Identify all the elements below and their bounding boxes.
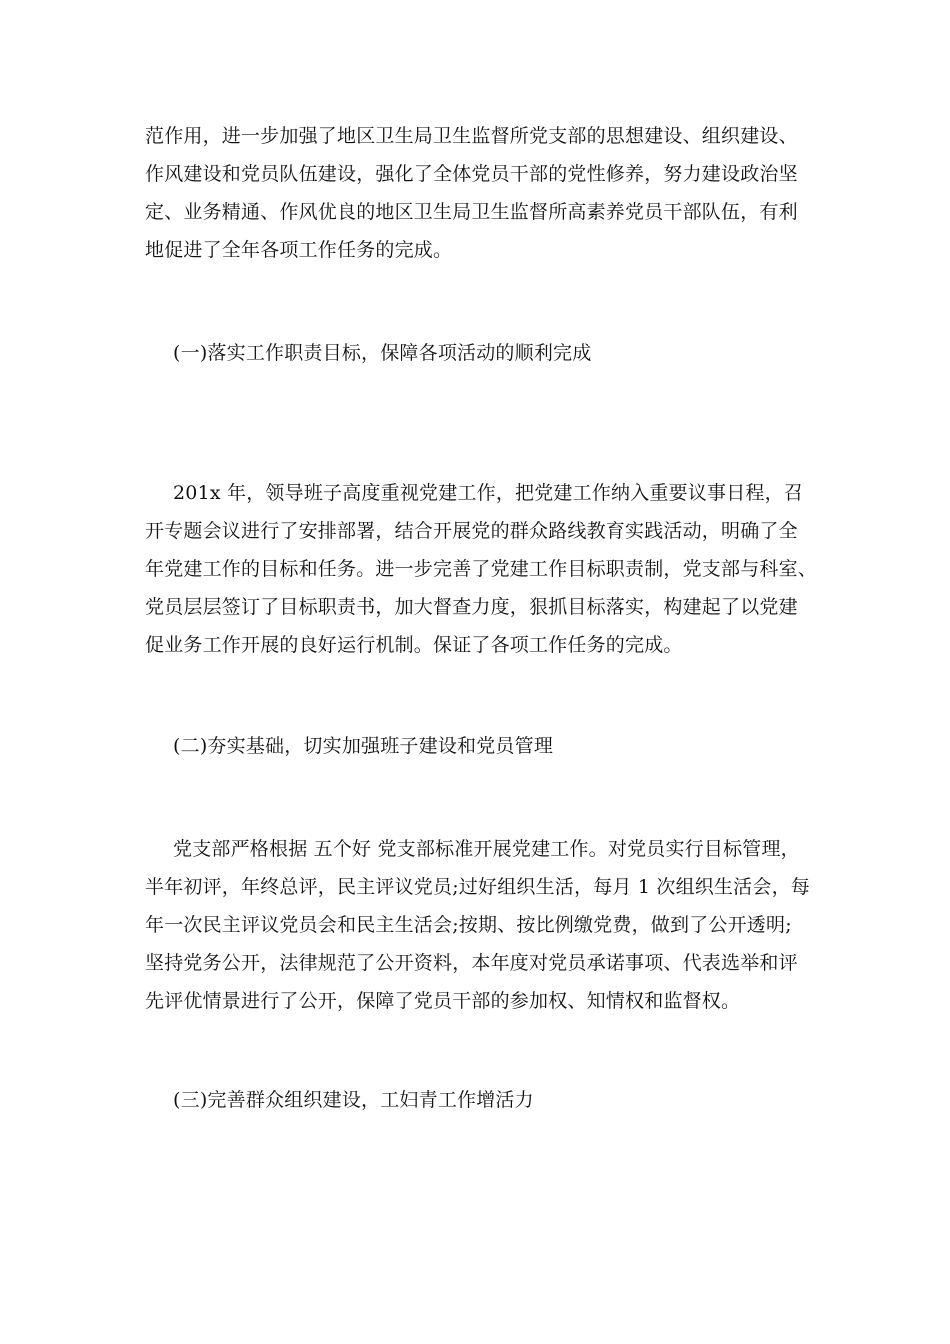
paragraph-line: 先评优情景进行了公开，保障了党员干部的参加权、知情权和监督权。 — [145, 990, 741, 1012]
section-heading-1: (一)落实工作职责目标，保障各项活动的顺利完成 — [173, 342, 592, 364]
paragraph-line: 半年初评，年终总评，民主评议党员;过好组织生活，每月 1 次组织生活会，每 — [145, 876, 810, 898]
paragraph-line: 开专题会议进行了安排部署，结合开展党的群众路线教育实践活动，明确了全 — [145, 520, 798, 542]
paragraph-line: 地促进了全年各项工作任务的完成。 — [145, 239, 453, 261]
paragraph-line: 范作用，进一步加强了地区卫生局卫生监督所党支部的思想建设、组织建设、 — [145, 125, 798, 147]
paragraph-line: 年党建工作的目标和任务。进一步完善了党建工作目标职责制，党支部与科室、 — [145, 558, 818, 580]
paragraph-line: 党员层层签订了目标职责书，加大督查力度，狠抓目标落实，构建起了以党建 — [145, 596, 798, 618]
paragraph-line: 促业务工作开展的良好运行机制。保证了各项工作任务的完成。 — [145, 634, 683, 656]
paragraph-line: 作风建设和党员队伍建设，强化了全体党员干部的党性修养，努力建设政治坚 — [145, 163, 798, 185]
section-heading-2: (二)夯实基础，切实加强班子建设和党员管理 — [173, 735, 554, 757]
paragraph-line: 201x 年，领导班子高度重视党建工作，把党建工作纳入重要议事日程，召 — [173, 482, 804, 504]
paragraph-line: 年一次民主评议党员会和民主生活会;按期、按比例缴党费，做到了公开透明; — [145, 914, 792, 936]
section-heading-3: (三)完善群众组织建设，工妇青工作增活力 — [173, 1089, 534, 1111]
paragraph-line: 定、业务精通、作风优良的地区卫生局卫生监督所高素养党员干部队伍，有利 — [145, 201, 798, 223]
paragraph-line: 坚持党务公开，法律规范了公开资料，本年度对党员承诺事项、代表选举和评 — [145, 952, 798, 974]
paragraph-line: 党支部严格根据 五个好 党支部标准开展党建工作。对党员实行目标管理， — [173, 838, 800, 860]
